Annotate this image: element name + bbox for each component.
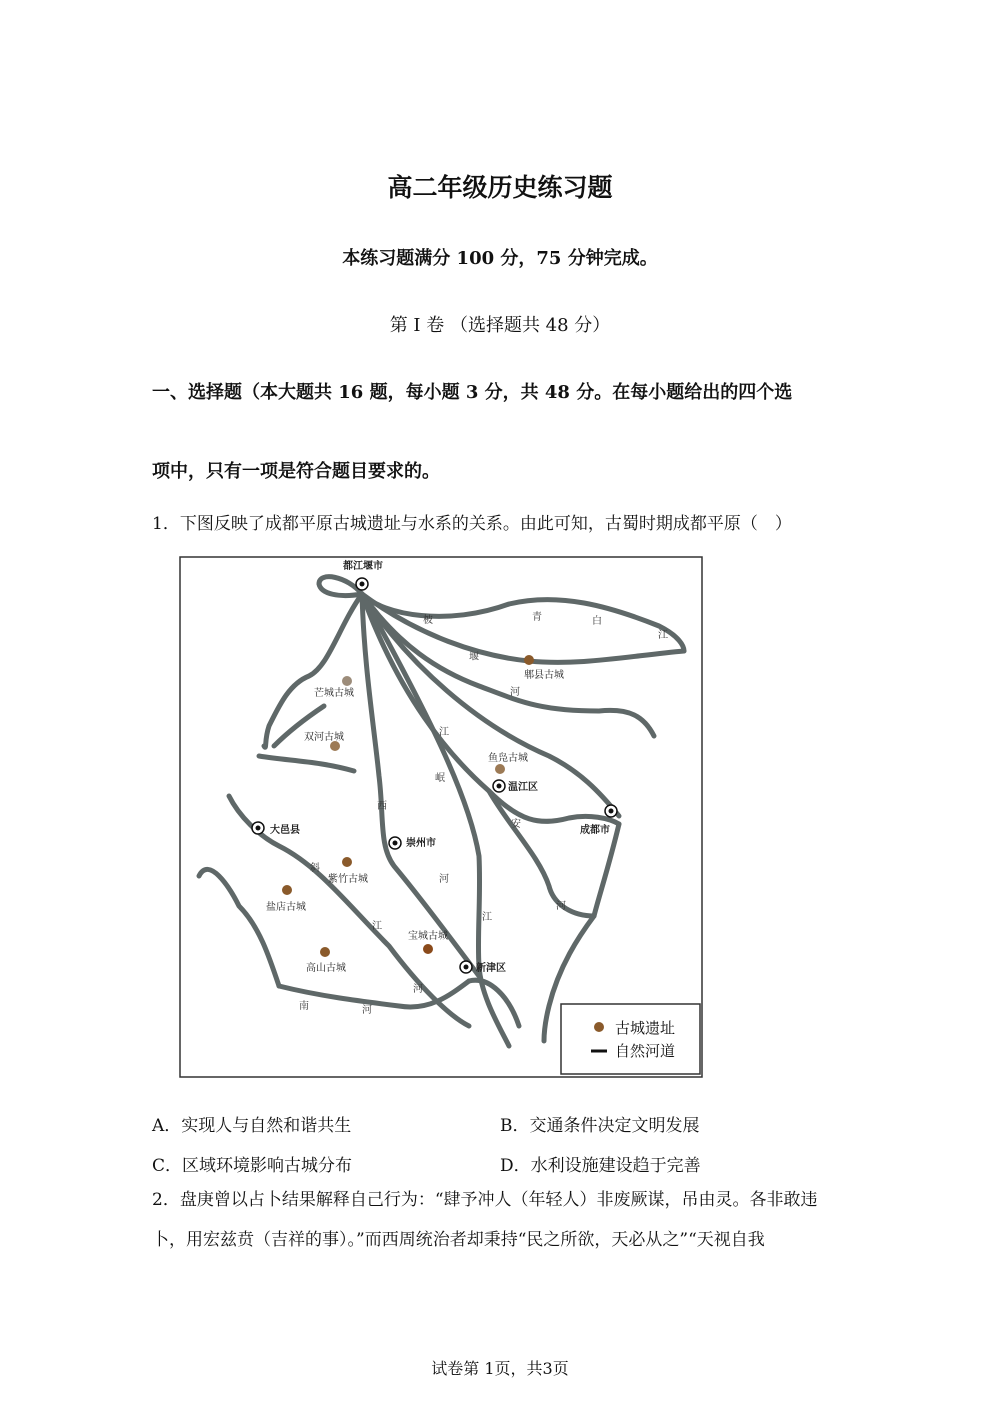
question-2-line2: 卜，用宏兹贲（吉祥的事）。”而西周统治者却秉持“民之所欲，天必从之”“天视自我	[152, 1230, 765, 1250]
site-label-shuanghe: 双河古城	[304, 732, 344, 743]
option-a: A．实现人与自然和谐共生	[152, 1116, 352, 1136]
site-label-gaoshan: 高山古城	[306, 963, 346, 974]
site-label-yandian: 盐店古城	[266, 902, 306, 913]
river-label-nan-he: 河	[362, 1005, 372, 1016]
exam-info: 本练习题满分 100 分，75 分钟完成。	[342, 248, 658, 269]
chengdu-plain-map	[179, 556, 703, 1078]
river-label-pi: 柀	[423, 615, 433, 626]
map-legend	[561, 1004, 700, 1074]
river-label-qing: 青	[532, 612, 542, 623]
option-c: C．区域环境影响古城分布	[152, 1156, 353, 1176]
city-label-chengdu: 成都市	[580, 825, 610, 836]
volume-heading: 第 I 卷 （选择题共 48 分）	[389, 315, 611, 336]
site-marker-mangcheng	[342, 676, 352, 686]
site-marker-gaoshan	[320, 947, 330, 957]
legend-site-icon	[594, 1022, 604, 1032]
river-label-nan: 南	[299, 1001, 309, 1012]
site-label-yufu: 鱼凫古城	[488, 753, 528, 764]
river-label-bai: 白	[592, 616, 602, 627]
river-label-xie-he: 河	[413, 984, 423, 995]
site-marker-yufu	[495, 764, 505, 774]
page-footer: 试卷第 1页，共3页	[431, 1359, 569, 1378]
river-label-xie: 斜	[310, 863, 320, 874]
city-label-dujiangyan: 都江堰市	[343, 561, 383, 572]
page-title: 高二年级历史练习题	[387, 173, 613, 202]
section-heading-line2: 项中，只有一项是符合题目要求的。	[152, 461, 440, 482]
river-label-an-he: 河	[556, 901, 566, 912]
site-marker-pixian	[524, 655, 534, 665]
site-marker-zizhu	[342, 857, 352, 867]
river-label-yan: 堰	[469, 652, 479, 663]
option-d: D．水利设施建设趋于完善	[500, 1156, 701, 1176]
section-heading-line1: 一、选择题（本大题共 16 题，每小题 3 分，共 48 分。在每小题给出的四个选	[152, 382, 793, 403]
site-label-mangcheng: 芒城古城	[314, 688, 354, 699]
city-label-dayi: 大邑县	[270, 825, 300, 836]
site-marker-baocheng	[423, 944, 433, 954]
river-label-xi-he: 河	[439, 874, 449, 885]
river-label-xi: 西	[377, 801, 387, 812]
river-label-jiang: 江	[658, 630, 668, 641]
city-label-wenjiang: 温江区	[508, 782, 538, 793]
river-label-min-jiang1: 江	[439, 727, 449, 738]
site-marker-yandian	[282, 885, 292, 895]
city-label-chongzhou: 崇州市	[406, 838, 436, 849]
question-2-line1: 2．盘庚曾以占卜结果解释自己行为：“肆予冲人（年轻人）非废厥谋，吊由灵。各非敢违	[152, 1190, 818, 1210]
site-label-pixian: 郫县古城	[524, 670, 564, 681]
question-1-stem: 1．下图反映了成都平原古城遗址与水系的关系。由此可知，古蜀时期成都平原（ ）	[152, 514, 792, 534]
legend-site-label: 古城遗址	[615, 1019, 676, 1037]
river-label-he: 河	[510, 687, 520, 698]
site-label-zizhu: 紫竹古城	[328, 874, 368, 885]
river-label-min: 岷	[435, 773, 445, 784]
option-b: B．交通条件决定文明发展	[500, 1116, 700, 1136]
legend-river-label: 自然河道	[615, 1042, 676, 1060]
river-label-xie-jiang: 江	[372, 921, 382, 932]
river-label-an: 安	[511, 819, 521, 830]
site-label-baocheng: 宝城古城	[408, 931, 448, 942]
city-label-xinjin: 新津区	[476, 963, 506, 974]
river-label-min-jiang2: 江	[482, 912, 492, 923]
